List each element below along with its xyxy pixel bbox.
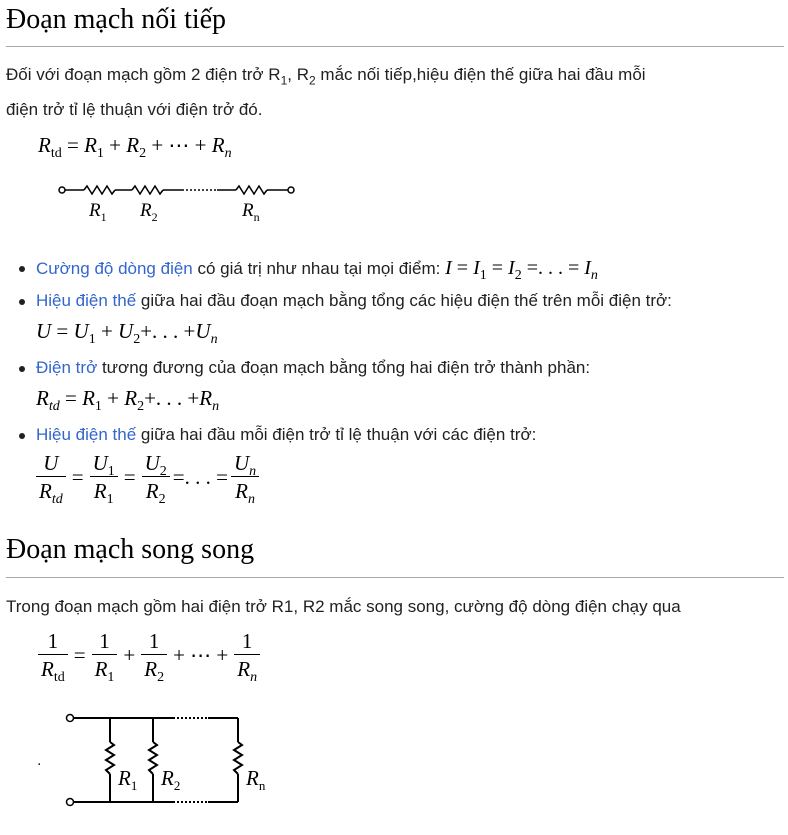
bullet-dot: [19, 299, 25, 305]
bullet-dot: [19, 433, 25, 439]
list-item-voltage-ratio: [36, 421, 536, 449]
intro-text: , R: [287, 65, 310, 84]
intro-text: mắc nối tiếp,hiệu điện thế giữa hai đầu mỗi: [315, 65, 646, 84]
label-r2: $R_2$: [140, 200, 158, 224]
parallel-circuit-diagram: [58, 708, 288, 818]
intro-text: điện trở tỉ lệ thuận với điện trở đó.: [6, 100, 263, 120]
intro-text: Đối với đoạn mạch gồm 2 điện trở R: [6, 65, 281, 84]
link-resistance[interactable]: Điện trở: [36, 358, 98, 377]
resistor-r2: [132, 186, 163, 194]
current-formula: $I = I_1 = I_2$ =. . . = $I_n$: [445, 257, 598, 283]
series-circuit-diagram: [52, 176, 312, 226]
label-r2: $R_2$: [161, 766, 181, 793]
resistor-r1: [106, 742, 114, 774]
section-heading-series: Đoạn mạch nối tiếp: [6, 4, 227, 35]
bullet-dot: [19, 366, 25, 372]
terminal-left: [59, 187, 65, 193]
list-item-text: có giá trị như nhau tại mọi điểm:: [192, 259, 446, 278]
list-item-text: giữa hai đầu đoạn mạch bằng tổng các hiệu điện thế trên mỗi điện trở:: [136, 291, 672, 310]
terminal-right: [288, 187, 294, 193]
list-item-voltage-sum: [36, 287, 672, 315]
link-voltage[interactable]: Hiệu điện thế: [36, 425, 137, 444]
label-rn: $R_n$: [246, 766, 266, 793]
label-rn: $R_n$: [242, 200, 260, 224]
intro-sub: 2: [309, 73, 316, 88]
resistor-r2: [149, 742, 157, 774]
series-intro: [6, 60, 786, 125]
section-heading-parallel: Đoạn mạch song song: [6, 534, 255, 565]
bullet-dot: [19, 266, 25, 272]
section-divider: [6, 46, 784, 47]
equivalent-resistance-formula: $R_{td} = R_1 + R_2+$. . . $+R_n$: [36, 386, 220, 414]
link-voltage[interactable]: Hiệu điện thế: [36, 291, 137, 310]
section-divider: [6, 577, 784, 578]
intro-sub: 1: [280, 73, 288, 88]
list-item-text: giữa hai đầu mỗi điện trở tỉ lệ thuận với các điện trở:: [136, 425, 537, 444]
parallel-resistance-formula: $\frac{1}{R_{td}}$ = $\frac{1}{R_1}$ + $\frac{1}{R_2}$ + ⋯ + $\frac{1}{R_n}$: [38, 628, 260, 683]
list-item-text: tương đương của đoạn mạch bằng tổng hai điện trở thành phần:: [97, 358, 591, 377]
terminal-top: [67, 715, 74, 722]
label-r1: $R_1$: [118, 766, 138, 793]
link-current[interactable]: Cường độ dòng điện: [36, 259, 193, 278]
list-item-current: [36, 254, 598, 283]
list-item-resistance: [36, 354, 590, 382]
caption-dot: .: [37, 752, 42, 769]
resistor-rn: [234, 742, 242, 774]
resistor-r1: [84, 186, 115, 194]
parallel-intro: Trong đoạn mạch gồm hai điện trở R1, R2 mắc song song, cường độ dòng điện chạy qua: [6, 597, 681, 616]
voltage-sum-formula: $U = U_1 + U_2+$. . . $+U_n$: [36, 319, 218, 347]
voltage-ratio-formula: $\frac{U}{R_{td}}$ = $\frac{U_1}{R_1}$ = $\frac{U_2}{R_2}$ =. . . = $\frac{U_n}{R_n}$: [36, 450, 259, 505]
resistor-rn: [236, 186, 267, 194]
series-resistance-formula: $R_{td} = R_1 + R_2$ + ⋯ + $R_n$: [38, 133, 232, 161]
terminal-bottom: [67, 799, 74, 806]
label-r1: $R_1$: [89, 200, 107, 224]
